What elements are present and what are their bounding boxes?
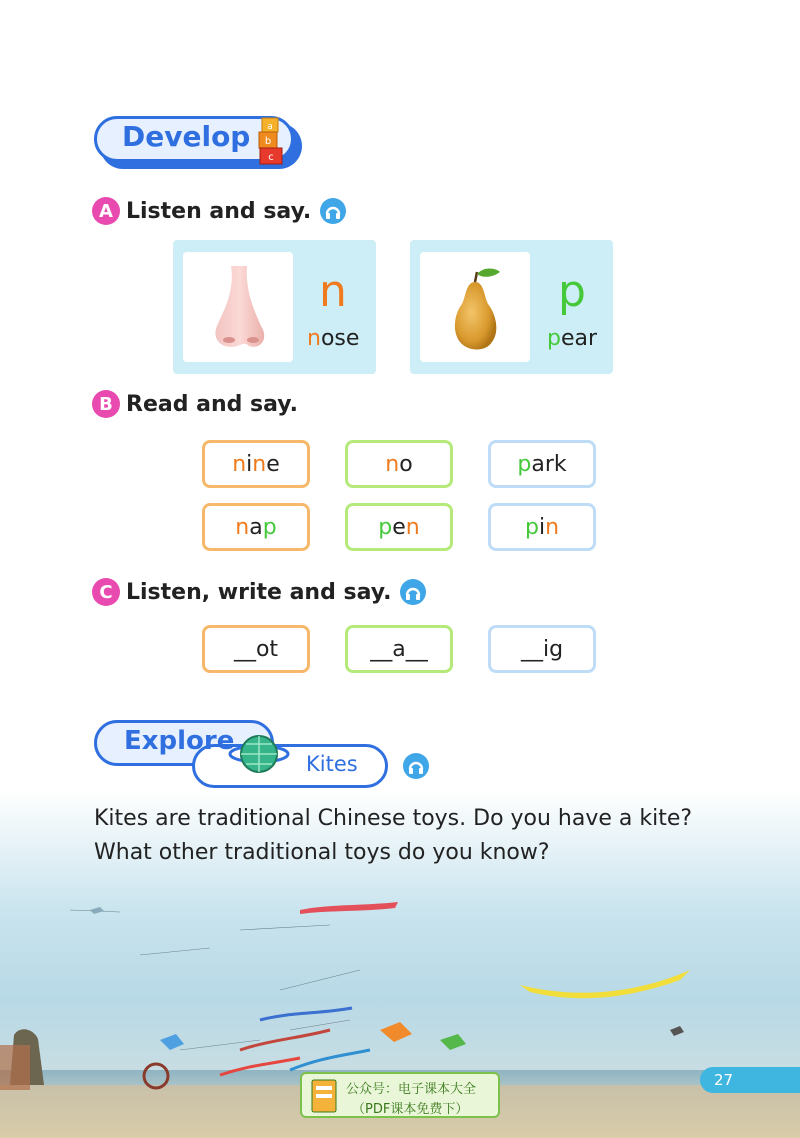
word-card-2 [345, 440, 453, 488]
word-4-part-2: a [249, 514, 263, 540]
abc-blocks-icon [256, 116, 286, 166]
card-n-word [307, 326, 359, 351]
phonics-card-n [173, 240, 376, 374]
explore-paragraph [94, 802, 774, 870]
section-a-letter: A [92, 197, 120, 225]
word-2-part-2: o [399, 451, 413, 477]
blank-card-3[interactable]: __ig [488, 625, 596, 673]
pear-picture [420, 252, 530, 362]
nose-picture-frame [183, 252, 293, 362]
section-b-title: Read and say. [126, 391, 298, 417]
word-6-part-3: n [545, 514, 560, 540]
word-5-part-1: p [378, 514, 393, 540]
pear-picture-frame [420, 252, 530, 362]
block-a: a [267, 122, 273, 132]
word-card-4 [202, 503, 310, 551]
page-number: 27 [700, 1067, 800, 1093]
book-icon [310, 1078, 338, 1114]
word-1-part-2: i [246, 451, 253, 477]
word-card-5 [345, 503, 453, 551]
section-a-heading [92, 197, 347, 225]
audio-icon[interactable] [402, 752, 430, 780]
blank-card-2[interactable]: __a__ [345, 625, 453, 673]
watermark-badge [300, 1072, 500, 1118]
word-card-6 [488, 503, 596, 551]
block-c: c [268, 152, 274, 163]
audio-icon[interactable] [319, 197, 347, 225]
card-p-word-first: p [547, 326, 561, 351]
word-4-part-3: p [262, 514, 277, 540]
word-1-part-3: n [252, 451, 267, 477]
section-c-heading [92, 578, 427, 606]
card-n-letter: n [319, 266, 347, 317]
card-p-word-rest: ear [560, 326, 598, 351]
section-c-title: Listen, write and say. [126, 579, 392, 605]
word-1-part-1: n [232, 451, 247, 477]
word-5-part-2: e [392, 514, 406, 540]
tree-silhouette [0, 1025, 60, 1090]
word-3-part-2: ark [531, 451, 567, 477]
word-6-part-1: p [524, 514, 539, 540]
phonics-card-p [410, 240, 613, 374]
card-p-word [547, 326, 597, 351]
section-c-letter: C [92, 578, 120, 606]
explore-topic: Kites [306, 752, 358, 776]
word-3-part-1: p [517, 451, 532, 477]
explore-paragraph-line-1: Kites are traditional Chinese toys. Do you have a kite? [94, 806, 693, 831]
section-b-heading [92, 390, 298, 418]
word-1-part-4: e [266, 451, 280, 477]
section-a-title: Listen and say. [126, 198, 312, 224]
explore-title: Explore [124, 726, 235, 756]
word-4-part-1: n [235, 514, 250, 540]
develop-title: Develop [122, 120, 251, 153]
watermark-line-1: 公众号：电子课本大全 [346, 1082, 477, 1097]
nose-picture [183, 252, 293, 362]
card-n-word-rest: ose [320, 326, 360, 351]
word-card-1 [202, 440, 310, 488]
watermark-line-2: （PDF课本免费下） [352, 1102, 469, 1117]
explore-paragraph-line-2: What other traditional toys do you know? [94, 840, 550, 865]
section-b-letter: B [92, 390, 120, 418]
word-2-part-1: n [385, 451, 400, 477]
globe-icon [228, 732, 290, 776]
block-b: b [264, 136, 272, 147]
card-p-letter: p [558, 266, 586, 317]
word-card-3 [488, 440, 596, 488]
card-n-word-first: n [307, 326, 321, 351]
word-5-part-3: n [405, 514, 420, 540]
audio-icon[interactable] [399, 578, 427, 606]
word-6-part-2: i [538, 514, 546, 540]
blank-card-1[interactable]: __ot [202, 625, 310, 673]
